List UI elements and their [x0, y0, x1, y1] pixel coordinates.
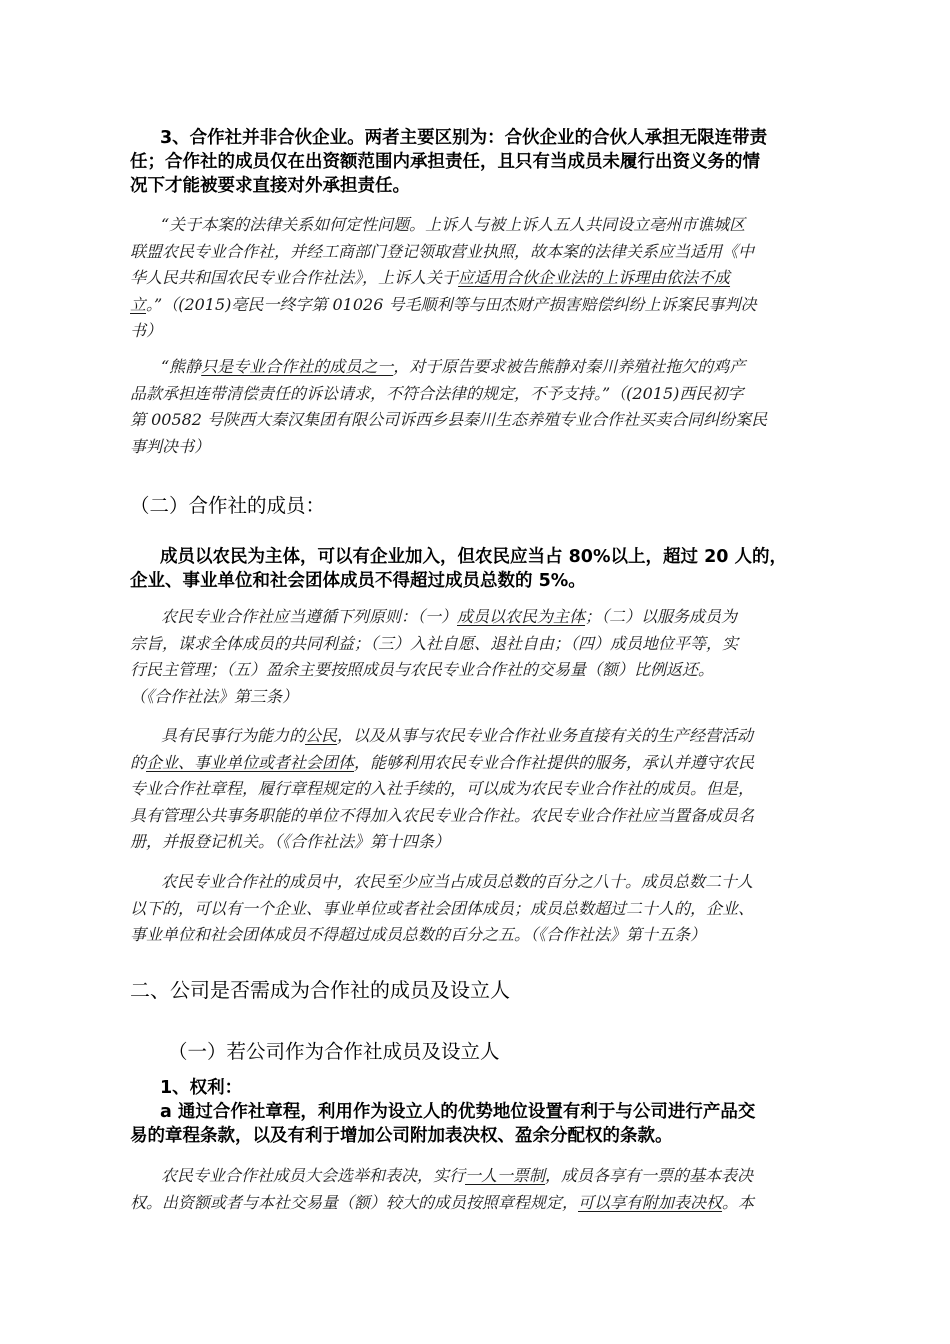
text-line — [130, 723, 820, 750]
text-line: 书） — [130, 321, 163, 340]
text-line: 联盟农民专业合作社，并经工商部门登记领取营业执照，故本案的法律关系应当适用《中 — [130, 241, 755, 261]
text-line — [130, 604, 820, 631]
text-span: ，能够利用农民专业合作社提供的服务，承认并遵守农民 — [354, 752, 755, 772]
text-line — [130, 750, 820, 777]
underlined-text: 可以享有附加表决权 — [578, 1192, 723, 1212]
text-line: 易的章程条款，以及有利于增加公司附加表决权、盈余分配权的条款。 — [130, 1126, 673, 1146]
underlined-text: 应适用合伙企业法的上诉理由依法不成 — [458, 268, 731, 287]
text-span: 权。出资额或者与本社交易量（额）较大的成员按照章程规定， — [130, 1192, 579, 1212]
text-line: 宗旨，谋求全体成员的共同利益；（三）入社自愿、退社自由；（四）成员地位平等，实 — [130, 633, 739, 653]
text-line — [130, 354, 820, 381]
text-span: ，对于原告要求被告熊静对秦川养殖社拖欠的鸡产 — [393, 357, 746, 376]
text-line: 具有管理公共事务职能的单位不得加入农民专业合作社。农民专业合作社应当置备成员名 — [130, 805, 755, 825]
text-line: a 通过合作社章程，利用作为设立人的优势地位设置有利于与公司进行产品交 — [160, 1102, 756, 1122]
section-heading-company: 二、公司是否需成为合作社的成员及设立人 — [130, 978, 510, 1002]
case-quote-1 — [130, 212, 820, 345]
underlined-text: 立 — [130, 294, 147, 314]
text-span: “熊静 — [161, 357, 202, 376]
text-line: 事判决书） — [130, 436, 211, 456]
rights-paragraph — [130, 1076, 820, 1148]
text-span: 农民专业合作社成员大会选举和表决，实行 — [161, 1166, 466, 1185]
law-quote-voting — [130, 1163, 820, 1216]
text-line: 品款承担连带清偿责任的诉讼请求，不符合法律的规定，不予支持。”（(2015)西民初字 — [130, 383, 744, 403]
case-quote-2 — [130, 354, 820, 460]
text-line: “关于本案的法律关系如何定性问题。上诉人与被上诉人五人共同设立亳州市谯城区 — [161, 215, 746, 234]
text-line: 况下才能被要求直接对外承担责任。 — [130, 176, 410, 196]
text-line: 3、合作社并非合伙企业。两者主要区别为：合伙企业的合伙人承担无限连带责 — [160, 128, 768, 148]
text-span: ；（二）以服务成员为 — [585, 607, 738, 626]
text-line: 第 00582 号陕西大秦汉集团有限公司诉西乡县秦川生态养殖专业合作社买卖合同纠纷案民 — [130, 410, 768, 429]
point-3-paragraph — [130, 126, 820, 198]
text-line: 企业、事业单位和社会团体成员不得超过成员总数的 5%。 — [130, 571, 586, 591]
text-line — [130, 1163, 820, 1190]
subsection-heading-company-member: （一）若公司作为合作社成员及设立人 — [168, 1040, 500, 1063]
underlined-text: 企业、事业单位或者社会团体 — [146, 752, 355, 772]
members-paragraph — [130, 545, 820, 593]
law-quote-article-14 — [130, 723, 820, 856]
underlined-text: 公民 — [305, 726, 338, 745]
text-line — [130, 1190, 820, 1217]
text-line: 事业单位和社会团体成员不得超过成员总数的百分之五。（《合作社法》第十五条） — [130, 925, 707, 944]
text-line — [130, 265, 820, 292]
text-span: 华人民共和国农民专业合作社法》，上诉人关于 — [130, 268, 459, 287]
text-line — [130, 292, 820, 319]
law-quote-article-3 — [130, 604, 820, 710]
text-line: 成员以农民为主体，可以有企业加入，但农民应当占 80%以上，超过 20 人的， — [160, 547, 788, 567]
text-line: 册，并报登记机关。（《合作社法》第十四条） — [130, 832, 451, 851]
text-span: 。本 — [722, 1192, 755, 1212]
text-span: ，以及从事与农民专业合作社业务直接有关的生产经营活动 — [337, 726, 754, 745]
text-line: 行民主管理；（五）盈余主要按照成员与农民专业合作社的交易量（额）比例返还。 — [130, 660, 715, 679]
text-span: 具有民事行为能力的 — [161, 726, 306, 745]
text-span: 农民专业合作社应当遵循下列原则：（一） — [161, 607, 458, 626]
law-quote-article-15 — [130, 869, 820, 949]
text-span: ，成员各享有一票的基本表决 — [545, 1166, 754, 1185]
text-line: 专业合作社章程，履行章程规定的入社手续的，可以成为农民专业合作社的成员。但是， — [130, 779, 755, 798]
underlined-text: 成员以农民为主体 — [457, 607, 586, 626]
text-line: 以下的，可以有一个企业、事业单位或者社会团体成员；成员总数超过二十人的，企业、 — [130, 898, 755, 918]
text-line: 任；合作社的成员仅在出资额范围内承担责任，且只有当成员未履行出资义务的情 — [130, 152, 760, 172]
underlined-text: 只是专业合作社的成员之一 — [201, 357, 394, 376]
section-heading-members: （二）合作社的成员： — [130, 494, 326, 517]
text-line: 农民专业合作社的成员中，农民至少应当占成员总数的百分之八十。成员总数二十人 — [161, 872, 754, 891]
text-line: 1、权利： — [160, 1078, 243, 1098]
underlined-text: 一人一票制 — [465, 1166, 546, 1185]
text-span: 。”（(2015)亳民一终字第 01026 号毛顺利等与田杰财产损害赔偿纠纷上诉案民事判决 — [146, 294, 757, 314]
text-span: 的 — [130, 752, 147, 772]
text-line: （《合作社法》第三条） — [130, 686, 299, 706]
